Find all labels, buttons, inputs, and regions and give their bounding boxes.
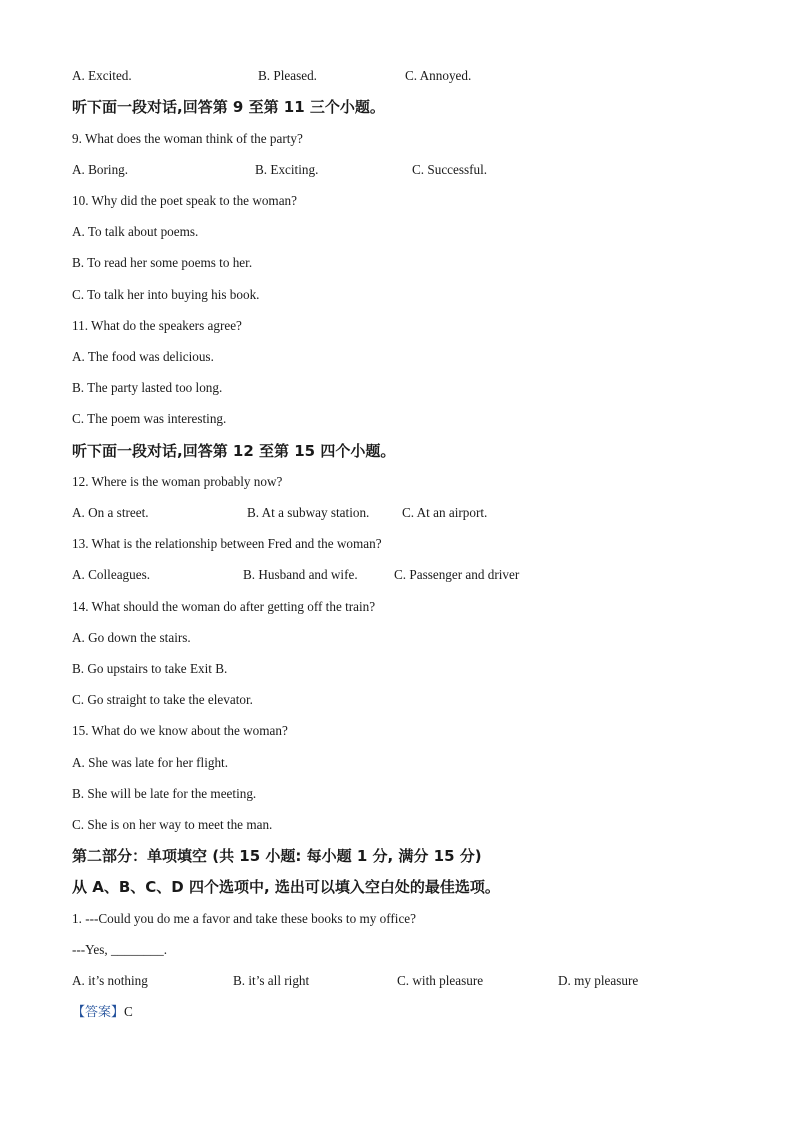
- q9-option-b: B. Exciting.: [255, 162, 319, 177]
- q12-question: 12. Where is the woman probably now?: [72, 474, 283, 489]
- q14-option-c: C. Go straight to take the elevator.: [72, 692, 253, 707]
- p2-q1-question: 1. ---Could you do me a favor and take these books to my office?: [72, 911, 417, 926]
- answer-value: C: [124, 1004, 133, 1019]
- q10-option-c: C. To talk her into buying his book.: [72, 287, 260, 302]
- answer-tag: 【答案】: [72, 1005, 125, 1020]
- q8-option-b: B. Pleased.: [258, 68, 317, 83]
- part2-instruction: 从 A、B、C、D 四个选项中, 选出可以填入空白处的最佳选项。: [72, 878, 500, 896]
- q13-option-b: B. Husband and wife.: [243, 567, 358, 582]
- q10-option-b: B. To read her some poems to her.: [72, 255, 253, 270]
- q13-option-c: C. Passenger and driver: [394, 567, 520, 582]
- q11-option-b: B. The party lasted too long.: [72, 380, 223, 395]
- q15-question: 15. What do we know about the woman?: [72, 723, 288, 738]
- q8-option-a: A. Excited.: [72, 68, 132, 83]
- q11-option-c: C. The poem was interesting.: [72, 411, 227, 426]
- q15-option-b: B. She will be late for the meeting.: [72, 786, 257, 801]
- q14-question: 14. What should the woman do after getting off the train?: [72, 599, 376, 614]
- part2-heading: 第二部分：单项填空 (共 15 小题: 每小题 1 分, 满分 15 分): [72, 847, 482, 865]
- p2-q1-reply: ---Yes, ________.: [72, 942, 168, 957]
- q14-option-a: A. Go down the stairs.: [72, 630, 191, 645]
- p2-q1-option-a: A. it’s nothing: [72, 973, 148, 988]
- q12-option-a: A. On a street.: [72, 505, 149, 520]
- q14-option-b: B. Go upstairs to take Exit B.: [72, 661, 228, 676]
- q15-option-a: A. She was late for her flight.: [72, 755, 229, 770]
- q12-option-b: B. At a subway station.: [247, 505, 370, 520]
- answer-line: [72, 1004, 133, 1021]
- q9-option-c: C. Successful.: [412, 162, 488, 177]
- q11-option-a: A. The food was delicious.: [72, 349, 214, 364]
- section-heading-9-11: 听下面一段对话,回答第 9 至第 11 三个小题。: [72, 98, 385, 116]
- p2-q1-option-b: B. it’s all right: [233, 973, 310, 988]
- p2-q1-option-d: D. my pleasure: [558, 973, 639, 988]
- q8-option-c: C. Annoyed.: [405, 68, 472, 83]
- q15-option-c: C. She is on her way to meet the man.: [72, 817, 273, 832]
- q10-option-a: A. To talk about poems.: [72, 224, 199, 239]
- q10-question: 10. Why did the poet speak to the woman?: [72, 193, 297, 208]
- q11-question: 11. What do the speakers agree?: [72, 318, 242, 333]
- q13-question: 13. What is the relationship between Fred and the woman?: [72, 536, 382, 551]
- section-heading-12-15: 听下面一段对话,回答第 12 至第 15 四个小题。: [72, 442, 396, 460]
- q9-option-a: A. Boring.: [72, 162, 129, 177]
- q9-question: 9. What does the woman think of the party?: [72, 131, 303, 146]
- q13-option-a: A. Colleagues.: [72, 567, 151, 582]
- p2-q1-option-c: C. with pleasure: [397, 973, 484, 988]
- q12-option-c: C. At an airport.: [402, 505, 488, 520]
